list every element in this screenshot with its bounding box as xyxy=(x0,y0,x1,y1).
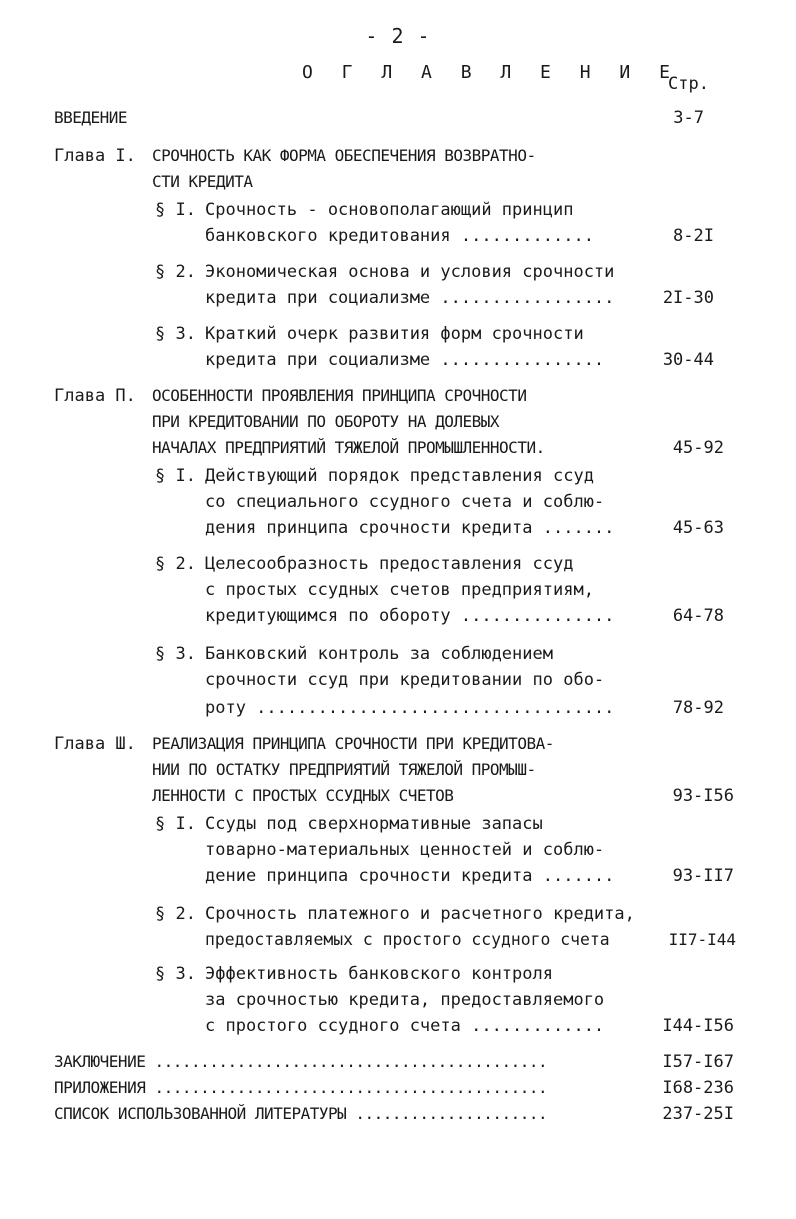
appendices-pages: I68-236 xyxy=(662,1078,734,1098)
chapter2-section1-line: со специального ссудного счета и соблю- xyxy=(205,492,605,512)
chapter2-section1-line: Действующий порядок представления ссуд xyxy=(205,466,594,486)
chapter3-section3-num: § 3. xyxy=(155,964,196,984)
chapter1-title-line: СТИ КРЕДИТА xyxy=(152,172,253,191)
chapter2-title-line: ОСОБЕННОСТИ ПРОЯВЛЕНИЯ ПРИНЦИПА СРОЧНОСТИ xyxy=(152,386,527,405)
chapter3-title-line: НИИ ПО ОСТАТКУ ПРЕДПРИЯТИЙ ТЯЖЕЛОЙ ПРОМЫШ- xyxy=(152,760,536,779)
chapter2-section3-line: срочности ссуд при кредитовании по обо- xyxy=(205,670,605,690)
chapter3-section3-line: за срочностью кредита, предоставляемого xyxy=(205,990,605,1010)
chapter1-section1-line: банковского кредитования ............. xyxy=(205,226,594,246)
chapter1-title-line: СРОЧНОСТЬ КАК ФОРМА ОБЕСПЕЧЕНИЯ ВОЗВРАТНО- xyxy=(152,146,536,165)
chapter2-section3-pages: 78-92 xyxy=(672,698,724,718)
chapter2-section2-num: § 2. xyxy=(155,554,196,574)
chapter1-section1-line: Срочность - основополагающий принцип xyxy=(205,200,574,220)
chapter1-label: Глава I. xyxy=(54,146,136,166)
chapter2-title-line: ПРИ КРЕДИТОВАНИИ ПО ОБОРОТУ НА ДОЛЕВЫХ xyxy=(152,412,500,431)
chapter3-section1-line: товарно-материальных ценностей и соблю- xyxy=(205,840,605,860)
chapter3-section1-pages: 93-II7 xyxy=(672,866,734,886)
chapter2-title-line: НАЧАЛАХ ПРЕДПРИЯТИЙ ТЯЖЕЛОЙ ПРОМЫШЛЕННОСТИ. xyxy=(152,438,545,457)
chapter1-section3-num: § 3. xyxy=(155,324,196,344)
conclusion-pages: I57-I67 xyxy=(662,1052,734,1072)
chapter1-section2-line: Экономическая основа и условия срочности xyxy=(205,262,615,282)
chapter2-section3-num: § 3. xyxy=(155,644,196,664)
chapter2-label: Глава П. xyxy=(54,386,136,406)
intro-pages: 3-7 xyxy=(673,108,704,128)
chapter1-section2-num: § 2. xyxy=(155,262,196,282)
intro-title: ВВЕДЕНИЕ xyxy=(54,108,128,127)
chapter3-section2-pages: II7-I44 xyxy=(668,930,736,949)
chapter2-section2-pages: 64-78 xyxy=(672,606,724,626)
chapter1-section3-pages: 30-44 xyxy=(662,350,714,370)
bibliography-pages: 237-25I xyxy=(662,1104,734,1124)
chapter2-section3-line: Банковский контроль за соблюдением xyxy=(205,644,553,664)
chapter3-section1-num: § I. xyxy=(155,814,196,834)
chapter2-section1-pages: 45-63 xyxy=(672,518,724,538)
chapter3-section2-line: Срочность платежного и расчетного кредита, xyxy=(205,904,635,924)
chapter2-section2-line: кредитующимся по обороту ............... xyxy=(205,606,615,626)
chapter1-section3-line: кредита при социализме ................ xyxy=(205,350,605,370)
chapter3-section1-line: дение принципа срочности кредита ....... xyxy=(205,866,615,886)
chapter2-section1-line: дения принципа срочности кредита ....... xyxy=(205,518,615,538)
chapter3-label: Глава Ш. xyxy=(54,734,136,754)
conclusion-entry: ЗАКЛЮЧЕНИЕ ........................................... xyxy=(54,1052,548,1071)
chapter2-section2-line: Целесообразность предоставления ссуд xyxy=(205,554,574,574)
chapter1-section1-pages: 8-2I xyxy=(673,226,714,246)
chapter1-section2-pages: 2I-30 xyxy=(662,288,714,308)
bibliography-entry: СПИСОК ИСПОЛЬЗОВАННОЙ ЛИТЕРАТУРЫ ..................... xyxy=(54,1104,548,1123)
chapter3-section2-line: предоставляемых с простого ссудного счета xyxy=(205,930,610,949)
chapter2-section3-line: роту ................................... xyxy=(205,698,615,718)
chapter3-title-line: РЕАЛИЗАЦИЯ ПРИНЦИПА СРОЧНОСТИ ПРИ КРЕДИТОВА- xyxy=(152,734,554,753)
chapter2-pages: 45-92 xyxy=(672,438,724,458)
appendices-entry: ПРИЛОЖЕНИЯ ........................................... xyxy=(54,1078,548,1097)
chapter1-section3-line: Краткий очерк развития форм срочности xyxy=(205,324,584,344)
chapter3-section3-line: с простого ссудного счета ............. xyxy=(205,1016,605,1036)
chapter3-section1-line: Ссуды под сверхнормативные запасы xyxy=(205,814,543,834)
chapter1-section2-line: кредита при социализме ................. xyxy=(205,288,615,308)
chapter3-section2-num: § 2. xyxy=(155,904,196,924)
page-title: О Г Л А В Л Е Н И Е xyxy=(302,62,679,83)
chapter3-section3-line: Эффективность банковского контроля xyxy=(205,964,553,984)
chapter2-section2-line: с простых ссудных счетов предприятиям, xyxy=(205,580,594,600)
chapter3-title-line: ЛЕННОСТИ С ПРОСТЫХ ССУДНЫХ СЧЕТОВ xyxy=(152,786,454,805)
pages-column-label: Стр. xyxy=(668,74,709,94)
chapter3-pages: 93-I56 xyxy=(672,786,734,806)
page-number: - 2 - xyxy=(365,24,431,48)
chapter1-section1-num: § I. xyxy=(155,200,196,220)
chapter2-section1-num: § I. xyxy=(155,466,196,486)
chapter3-section3-pages: I44-I56 xyxy=(662,1016,734,1036)
